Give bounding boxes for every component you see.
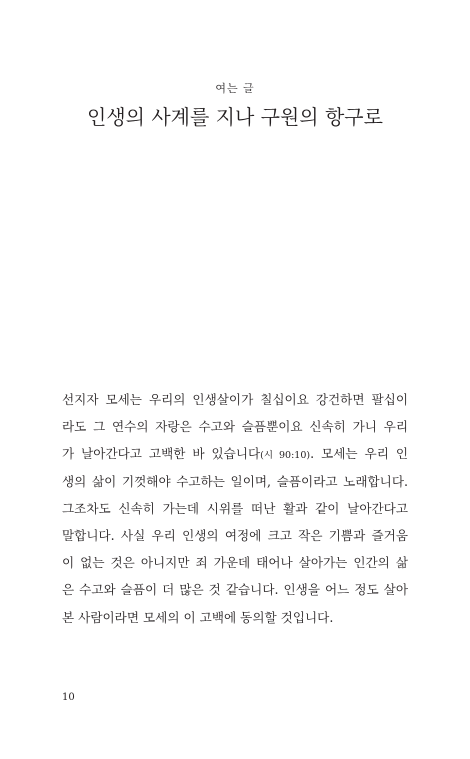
body-paragraph: [62, 386, 408, 631]
section-label: 여는 글: [215, 82, 255, 95]
body-line: 은 수고와 슬픔이 더 많은 것 같습니다. 인생을 어느 정도 살아: [62, 582, 408, 598]
body-line: 그조차도 신속히 가는데 시위를 떠난 활과 같이 날아간다고: [62, 500, 408, 516]
body-line-text: 가 날아간다고 고백한 바 있습니다: [62, 446, 261, 462]
body-line: 본 사람이라면 모세의 이 고백에 동의할 것입니다.: [62, 609, 334, 625]
body-line: 생의 삶이 기껏해야 수고하는 일이며, 슬픔이라고 노래합니다.: [62, 473, 408, 489]
body-line-with-reference: [62, 440, 408, 467]
page-number: 10: [62, 692, 75, 703]
body-line-text: . 모세는 우리 인: [310, 446, 408, 462]
chapter-title: 인생의 사계를 지나 구원의 항구로: [87, 105, 383, 129]
body-line: 선지자 모세는 우리의 인생살이가 칠십이요 강건하면 팔십이: [62, 392, 408, 407]
scripture-reference: (시 90:10): [260, 450, 311, 462]
body-line: 라도 그 연수의 자랑은 수고와 슬픔뿐이요 신속히 가니 우리: [62, 419, 408, 435]
body-line: 말합니다. 사실 우리 인생의 여정에 크고 작은 기쁨과 즐거움: [62, 527, 408, 543]
body-line: 이 없는 것은 아니지만 죄 가운데 태어나 살아가는 인간의 삶: [62, 555, 408, 571]
